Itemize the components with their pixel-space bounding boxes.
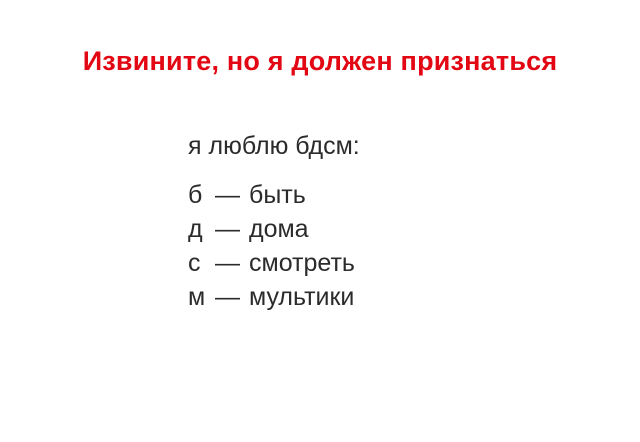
decode-letter: д [188,215,203,243]
decode-list [188,183,608,310]
decode-dash: — [215,181,240,209]
headline-text: Извините, но я должен признаться [82,46,558,76]
decode-word: мультики [249,283,355,311]
meme-body [188,134,608,319]
list-item [188,251,608,276]
decode-word: быть [249,181,306,209]
list-item [188,183,608,208]
intro-line: я люблю бдсм: [188,132,360,160]
decode-letter: б [188,181,203,209]
decode-dash: — [215,215,240,243]
decode-dash: — [215,283,240,311]
decode-word: дома [249,215,309,243]
decode-dash: — [215,249,240,277]
decode-letter: с [188,249,201,277]
decode-word: смотреть [249,249,355,277]
decode-letter: м [188,283,206,311]
list-item [188,285,608,310]
list-item [188,217,608,242]
